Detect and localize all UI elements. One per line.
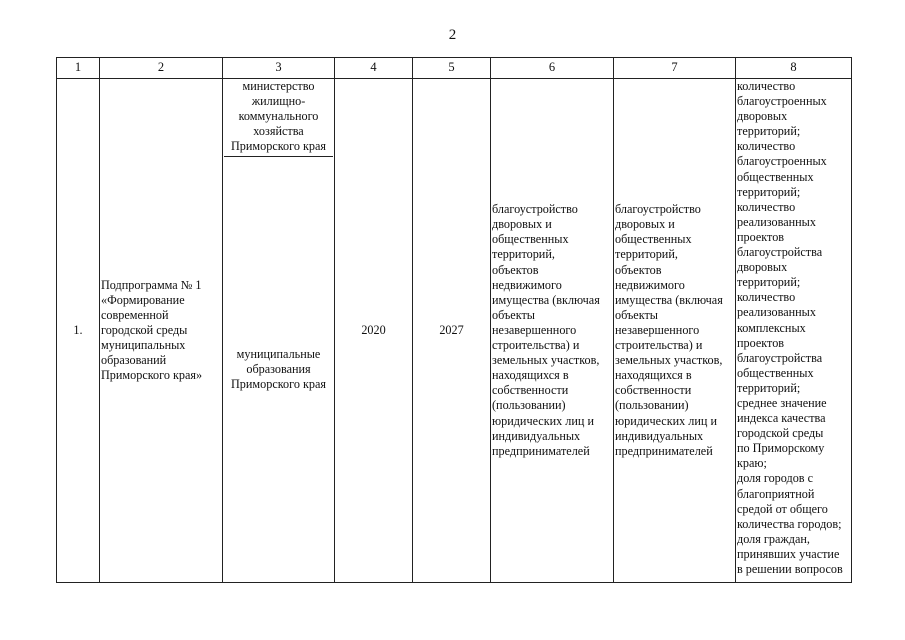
co-executor: муниципальные образования Приморского края (231, 347, 326, 392)
expected-results-text: благоустройство дворовых и общественных территорий, объектов недвижимого имущества (включая объекты незавершенного строительства) и земельных участков, находящихся в собственности (пользовании) юридических лиц и индивидуальных предпринимателей (614, 79, 736, 583)
program-table (56, 57, 852, 583)
subprogram-name: Подпрограмма № 1 «Формирование современной городской среды муниципальных образований Приморского края» (100, 79, 223, 583)
header-cell-1: 1 (57, 58, 100, 79)
executor-cell (223, 79, 335, 583)
start-year: 2020 (335, 79, 413, 583)
header-row (57, 58, 852, 79)
header-cell-5: 5 (413, 58, 491, 79)
table-row (57, 79, 852, 583)
page-number: 2 (448, 27, 457, 43)
end-year: 2027 (413, 79, 491, 583)
row-number: 1. (57, 79, 100, 583)
responsible-executor: министерство жилищно- коммунального хозяйства Приморского края (224, 79, 333, 157)
header-cell-6: 6 (491, 58, 614, 79)
header-cell-7: 7 (614, 58, 736, 79)
header-cell-2: 2 (100, 58, 223, 79)
main-directions-text: благоустройство дворовых и общественных территорий, объектов недвижимого имущества (включая объекты незавершенного строительства) и земельных участков, находящихся в собственности (пользовании) юридических лиц и индивидуальных предпринимателей (491, 79, 614, 583)
header-cell-3: 3 (223, 58, 335, 79)
header-cell-4: 4 (335, 58, 413, 79)
header-cell-8: 8 (736, 58, 852, 79)
indicators-text: количество благоустроенных дворовых территорий; количество благоустроенных общественных территорий; количество реализованных проектов благоустройства дворовых территорий; количество реализованных комплексных проектов благоустройства общественных территорий; среднее значение индекса качества городской среды по Приморскому краю; доля городов с благоприятной средой от общего количества городов; доля граждан, принявших участие в решении вопросов (736, 79, 852, 583)
